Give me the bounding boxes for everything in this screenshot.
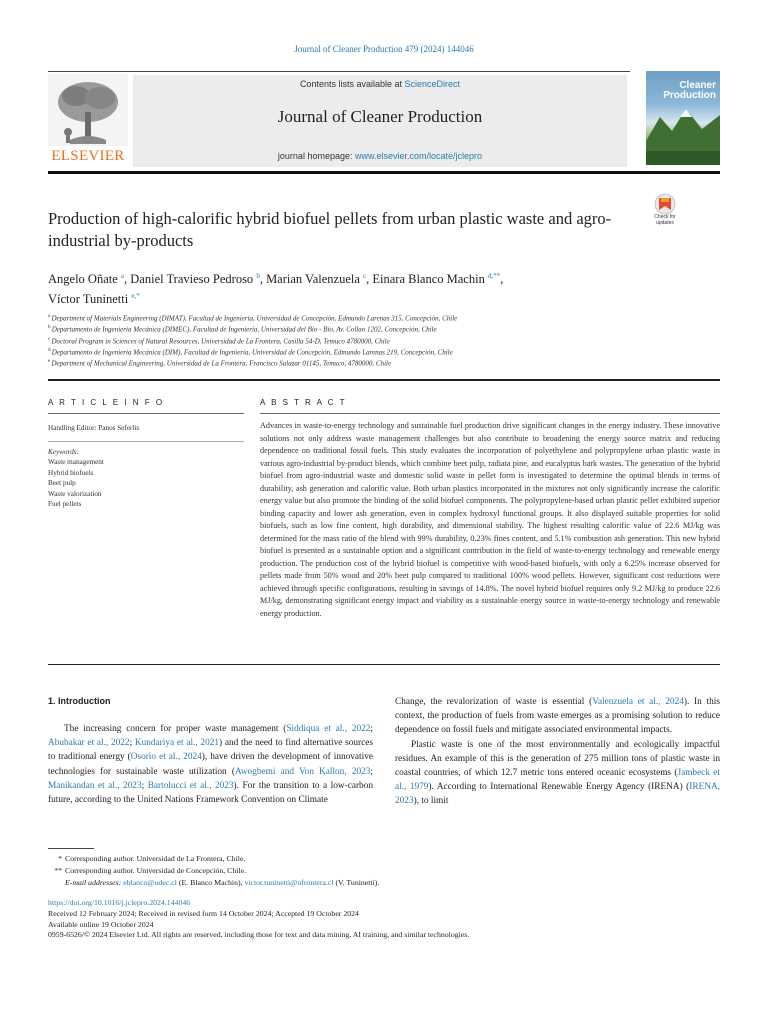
keyword-item: Waste management (48, 458, 104, 467)
journal-title: Journal of Cleaner Production (277, 107, 483, 126)
author-separator: , (366, 272, 373, 287)
author-affiliation-mark[interactable]: d,** (487, 272, 501, 280)
keyword-item: Waste valorization (48, 489, 102, 498)
author-list (48, 268, 678, 308)
author-affiliation-mark[interactable]: b (256, 272, 260, 280)
affiliation-mark: c (48, 336, 52, 342)
introduction-paragraph-1 (48, 722, 373, 807)
affiliation-text: Departamento de Ingeniería Mecánica (DIM), Facultad de Ingeniería, Universidad de Concepción, Edmundo Larenas 219, Concepción, Chile (51, 348, 453, 357)
corresponding-author-2-text: Corresponding author. Universidad de Concepción, Chile. (65, 866, 247, 875)
author-separator: , (124, 272, 131, 287)
citation-link[interactable]: Awogbemi and Von Kallon, 2023 (234, 766, 371, 777)
journal-cover-image[interactable] (646, 71, 720, 165)
affiliation-item (48, 357, 668, 368)
affiliation-item (48, 312, 668, 323)
affiliation-text: Department of Materials Engineering (DIMAT), Facultad de Ingeniería, Universidad de Concepción, Edmundo Larenas 315, Concepción, Chile (51, 314, 458, 323)
keyword-item: Fuel pellets (48, 500, 82, 509)
journal-homepage-link[interactable]: www.elsevier.com/locate/jclepro (355, 151, 483, 161)
email-owner-tuninetti: (V. Tuninetti). (335, 878, 380, 887)
sciencedirect-link[interactable]: ScienceDirect (404, 79, 461, 89)
keyword-item: Hybrid biofuels (48, 468, 94, 477)
affiliation-item (48, 323, 668, 334)
affiliation-mark: e (48, 359, 52, 365)
author-name[interactable]: Angelo Oñate (48, 272, 121, 287)
abstract-heading: A B S T R A C T (260, 398, 347, 407)
contents-line (133, 79, 627, 89)
homepage-line (133, 151, 627, 161)
affiliation-text: Departamento de Ingeniería Mecánica (DIMEC), Facultad de Ingeniería, Universidad del Bío - Bío, Av. Collao 1202, Concepción, Chile (51, 325, 437, 334)
introduction-paragraph-1-continued (395, 695, 720, 738)
footnote-mark: * (58, 854, 62, 863)
journal-masthead (133, 75, 627, 167)
affiliation-item (48, 335, 668, 346)
header-bottom-rule (48, 171, 720, 174)
cover-title (663, 81, 716, 101)
copyright-notice: 0959-6526/© 2024 Elsevier Ltd. All rights are reserved, including those for text and data mining, AI training, and similar technologies. (48, 930, 470, 940)
article-info-rule (48, 413, 244, 414)
citation-link[interactable]: Jambeck et al., 1979 (395, 768, 720, 793)
citation-link[interactable]: Abubakar et al., 2022 (48, 738, 130, 749)
author-affiliation-mark[interactable]: e,* (131, 292, 140, 301)
body-text: ). In this context, the production of fuels from waste emerges as a promising solution to reduce dependence on fossil fuels and mitigate associated environmental impacts. (395, 697, 720, 736)
abstract-text: Advances in waste-to-energy technology and sustainable fuel production drive significant changes in the energy industry. These innovative solutions not only address waste management challenges but also contribute to broadening the energy source matrix and reducing dependence on traditional fossil fuels. This study evaluates the incorporation of polyethylene and polypropylene urban plastic waste in various agro-industrial by-product blends, which combine beet pulp, radiata pine, and eucalyptus bark wastes. The generation of the hybrid biofuel from agro-industrial waste and domestic solid waste in pellet form is investigated to determine the optimal blends in terms of durability, ash generation and calorific value. Both urban plastics incorporated in the mixtures not only significantly increase the calorific energy value but also promote the binding of the solid biofuel components. The polypropylene-based urban plastic pellet exhibited superior binding capacity and lower ash generation, even in complex hydroxyl functional groups. It also displayed suitable properties for solid biofuels, such as low fine content, high durability, and dimensional stability. The highest resulting calorific value of 22.6 MJ/kg was determined for the mass ratio of the blend with 99% durability, 0.23% fines content, and 5.1% combustion ash generation. This new hybrid biofuel is presented as a sustainable option and a significant contribution in the field of waste-to-energy technology and renewable energy production. The production cost of the hybrid biofuel is competitive with wood-based biofuels, with only a 6.25% increase observed for pellets made from 50% wood and 20% beet pulp compared to traditional 100% wood pellets. However, significant cost reductions were achieved through specific configurations, resulting in savings of 14.8%. The novel hybrid biofuel requires only 9.2 MJ/kg to produce 22.6 MJ/kg, demonstrating significant energy impact and viability as a sustainable energy source in waste-to-energy technology and renewable energy production. (260, 421, 720, 618)
footnotes (48, 853, 720, 889)
body-text: ; (129, 738, 135, 749)
citation-link[interactable]: Valenzuela et al., 2024 (592, 697, 684, 707)
journal-reference-link[interactable]: Journal of Cleaner Production 479 (2024) 144046 (294, 44, 474, 54)
body-text: Plastic waste is one of the most environmentally and ecologically impactful residues. An example of this is the generation of 275 million tons of plastic waste in coastal countries, of which 12.7 metric tons entered oceanic ecosystems ( (395, 739, 720, 779)
elsevier-wordmark: ELSEVIER (51, 148, 125, 164)
affiliation-divider (48, 379, 720, 381)
body-text: ). For the transition to a low-carbon future, according to the United Nations Framework Convention on Climate (48, 780, 373, 806)
body-text: Change, the revalorization of waste is essential ( (395, 697, 593, 707)
keyword-item: Beet pulp (48, 479, 76, 488)
author-affiliation-mark[interactable]: c (363, 272, 367, 280)
article-title: Production of high-calorific hybrid biofuel pellets from urban plastic waste and agro-industrial by-products (48, 209, 612, 250)
doi-link[interactable]: https://doi.org/10.1016/j.jclepro.2024.144046 (48, 898, 191, 907)
affiliation-text: Department of Mechanical Engineering, Universidad de La Frontera, Francisco Salazar 01145, Temuco, 4780000, Chile (51, 359, 392, 368)
citation-link[interactable]: Siddiqua et al., 2022 (286, 724, 371, 734)
introduction-paragraph-2 (395, 738, 720, 809)
introduction-heading: 1. Introduction (48, 696, 111, 706)
homepage-prefix: journal homepage: (277, 151, 353, 161)
body-text: ; (141, 780, 148, 791)
affiliation-item (48, 346, 668, 357)
corresponding-author-1-text: Corresponding author. Universidad de La Frontera, Chile. (65, 854, 246, 863)
article-info-heading: A R T I C L E I N F O (48, 398, 165, 407)
author-name[interactable]: Einara Blanco Machin (372, 272, 488, 287)
body-text: The increasing concern for proper waste management ( (64, 724, 287, 734)
footnote-mark: ** (54, 866, 62, 875)
author-separator: , (500, 272, 504, 287)
body-text: ), have driven the development of innovative technologies for sustainable waste utilization ( (48, 752, 373, 777)
check-updates-label (646, 215, 684, 226)
body-text: ) and the need to find alternative sources to traditional energy ( (48, 738, 373, 763)
affiliation-mark: d (48, 347, 52, 353)
author-name[interactable]: Marian Valenzuela (266, 272, 364, 287)
email-link-blanco[interactable]: eblanco@udec.cl (123, 878, 177, 887)
received-dates: Received 12 February 2024; Received in revised form 14 October 2024; Accepted 19 October 2024 (48, 908, 359, 918)
citation-link[interactable]: Manikandan et al., 2023 (48, 780, 142, 791)
email-addresses (48, 877, 720, 889)
check-updates-line2: updates (656, 219, 674, 226)
affiliation-list (48, 312, 668, 369)
check-for-updates-button[interactable] (646, 193, 684, 229)
body-text: ), to limit (413, 796, 449, 807)
body-text: ; (370, 766, 374, 777)
email-label: E-mail addresses: (65, 878, 122, 887)
citation-link[interactable]: Kundariya et al., 2021 (134, 738, 220, 749)
footnote-rule (48, 848, 94, 849)
keywords-heading: Keywords: (48, 448, 79, 456)
publication-details (48, 898, 720, 941)
author-name[interactable]: Víctor Tuninetti (48, 292, 132, 307)
citation-link[interactable]: Bartolucci et al., 2023 (147, 780, 234, 791)
email-owner-blanco: (E. Blanco Machin), (178, 878, 243, 887)
affiliation-mark: a (48, 314, 52, 319)
cover-title-line2: Production (663, 90, 716, 101)
handling-editor: Handling Editor: Panos Seferlis (48, 424, 140, 432)
citation-link[interactable]: Osorio et al., 2024 (130, 752, 202, 763)
body-text: ). According to International Renewable Energy Agency (IRENA) ( (428, 782, 690, 793)
contents-prefix: Contents lists available at (299, 79, 402, 89)
abstract-rule (260, 413, 720, 414)
author-name[interactable]: Daniel Travieso Pedroso (130, 272, 257, 287)
body-text: ; (370, 724, 373, 734)
check-updates-line1: Check for (654, 214, 676, 220)
keywords-block (48, 447, 244, 509)
introduction-right-column (395, 695, 720, 809)
keywords-divider (48, 441, 244, 442)
affiliation-text: Doctoral Program in Sciences of Natural Resources, Universidad de La Frontera, Casilla 54-D, Temuco 4780000, Chile (51, 336, 390, 345)
corresponding-author-2 (48, 865, 720, 877)
cover-title-line1: Cleaner (679, 80, 716, 91)
citation-link[interactable]: IRENA, 2023 (395, 782, 720, 807)
available-online: Available online 19 October 2024 (48, 919, 154, 929)
abstract-divider (48, 664, 720, 665)
corresponding-author-1 (48, 853, 720, 865)
author-affiliation-mark[interactable]: a (120, 272, 125, 280)
email-link-tuninetti[interactable]: victor.tuninetti@ufrontera.cl (244, 878, 334, 887)
header-top-rule (48, 71, 630, 72)
author-separator: , (259, 272, 267, 287)
affiliation-mark: b (48, 325, 52, 331)
check-updates-icon (646, 193, 684, 215)
